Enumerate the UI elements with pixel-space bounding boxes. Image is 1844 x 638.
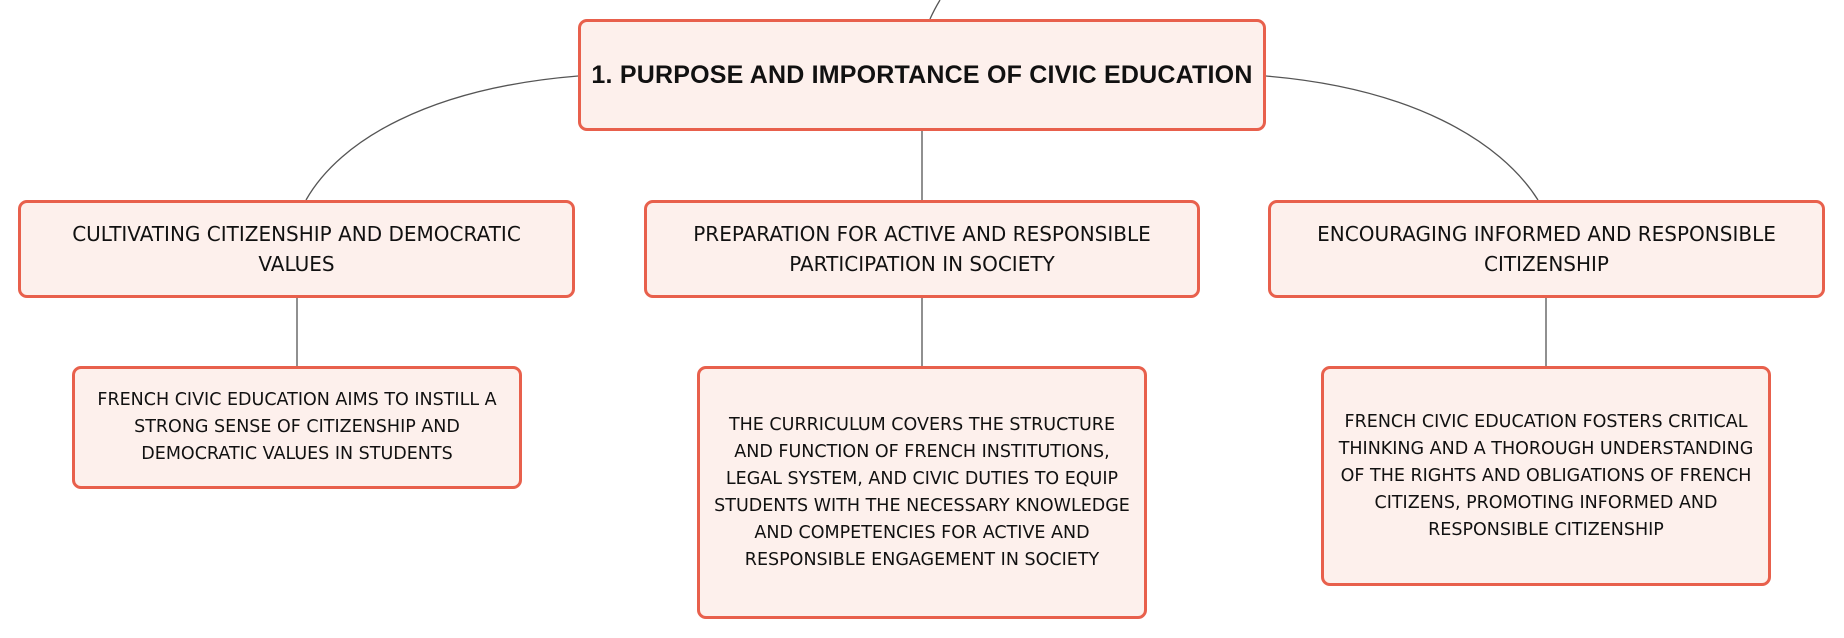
connector-root-to-branch-left	[306, 76, 578, 200]
detail-node-active-participation[interactable]	[697, 366, 1147, 619]
connector-parent-to-root	[930, 0, 940, 19]
root-topic-node[interactable]	[578, 19, 1266, 131]
branch-label: ENCOURAGING INFORMED AND RESPONSIBLE CITIZENSHIP	[1317, 222, 1776, 276]
branch-node-citizenship-values[interactable]	[18, 200, 575, 298]
detail-node-informed-citizenship[interactable]	[1321, 366, 1771, 586]
connector-root-to-branch-right	[1266, 76, 1538, 200]
branch-node-informed-citizenship[interactable]	[1268, 200, 1825, 298]
root-topic-label: 1. PURPOSE AND IMPORTANCE OF CIVIC EDUCATION	[591, 60, 1253, 89]
detail-node-citizenship-values[interactable]	[72, 366, 522, 489]
branch-label: CULTIVATING CITIZENSHIP AND DEMOCRATIC VALUES	[72, 222, 521, 276]
detail-text: THE CURRICULUM COVERS THE STRUCTURE AND FUNCTION OF FRENCH INSTITUTIONS, LEGAL SYSTEM, AND CIVIC DUTIES TO EQUIP STUDENTS WITH THE NECESSARY KNOWLEDGE AND COMPETENCIES FOR ACTIVE AND RESPONSIBLE ENGAGEMENT IN SOCIETY	[714, 414, 1130, 570]
branch-node-active-participation[interactable]	[644, 200, 1200, 298]
detail-text: FRENCH CIVIC EDUCATION AIMS TO INSTILL A STRONG SENSE OF CITIZENSHIP AND DEMOCRATIC VALUES IN STUDENTS	[97, 390, 497, 464]
branch-label: PREPARATION FOR ACTIVE AND RESPONSIBLE PARTICIPATION IN SOCIETY	[693, 222, 1151, 276]
detail-text: FRENCH CIVIC EDUCATION FOSTERS CRITICAL THINKING AND A THOROUGH UNDERSTANDING OF THE RIGHTS AND OBLIGATIONS OF FRENCH CITIZENS, PROMOTING INFORMED AND RESPONSIBLE CITIZENSHIP	[1338, 411, 1754, 540]
